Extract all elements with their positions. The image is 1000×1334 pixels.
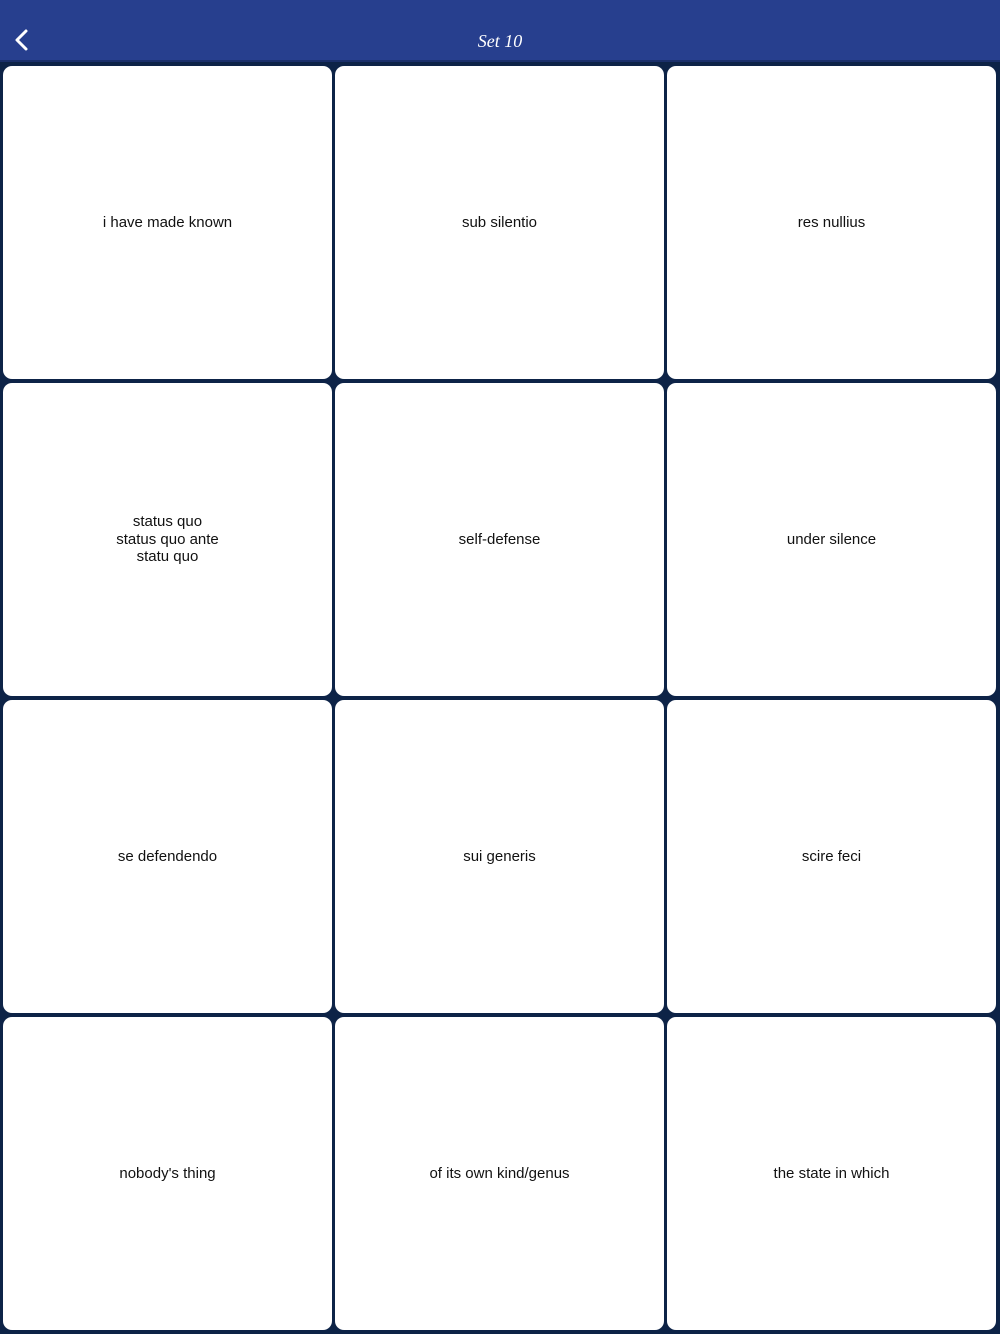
flashcard[interactable]	[3, 700, 332, 1013]
flashcard[interactable]	[335, 383, 664, 696]
flashcard[interactable]	[667, 383, 996, 696]
flashcard[interactable]	[667, 66, 996, 379]
flashcard-text: status quo status quo ante statu quo	[116, 513, 219, 566]
flashcard-text: the state in which	[773, 1164, 890, 1182]
flashcard[interactable]	[335, 700, 664, 1013]
flashcard-text: self-defense	[458, 530, 541, 548]
flashcard[interactable]	[3, 1017, 332, 1330]
flashcard[interactable]	[667, 700, 996, 1013]
flashcard[interactable]	[335, 66, 664, 379]
flashcard-text: res nullius	[797, 213, 866, 231]
flashcard-grid	[3, 66, 998, 1331]
flashcard-text: se defendendo	[117, 847, 218, 865]
flashcard-text: under silence	[786, 530, 877, 548]
flashcard-text: i have made known	[102, 213, 233, 231]
flashcard-text: sub silentio	[461, 213, 538, 231]
flashcard-text: nobody's thing	[119, 1164, 216, 1182]
flashcard-text: of its own kind/genus	[429, 1164, 570, 1182]
top-bar	[0, 0, 1000, 62]
flashcard-text: sui generis	[463, 847, 536, 865]
flashcard[interactable]	[3, 383, 332, 696]
flashcard[interactable]	[335, 1017, 664, 1330]
flashcard-text: scire feci	[801, 847, 862, 865]
flashcard[interactable]	[3, 66, 332, 379]
page-title: Set 10	[477, 31, 523, 51]
flashcard[interactable]	[667, 1017, 996, 1330]
